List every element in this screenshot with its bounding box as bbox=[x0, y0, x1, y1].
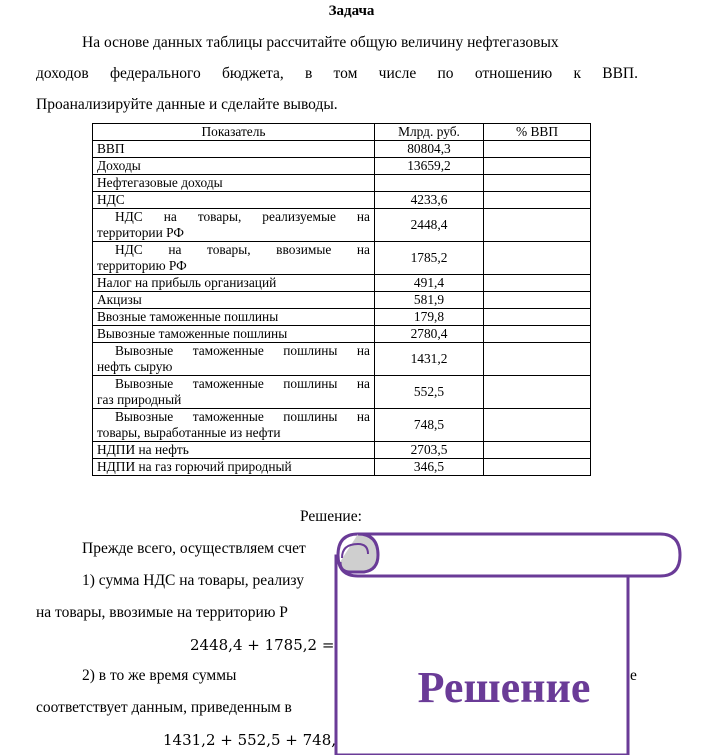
table-row bbox=[93, 275, 591, 292]
solution-line-1: Прежде всего, осуществляем счет bbox=[82, 540, 306, 557]
row-indicator-line-2: газ природный bbox=[97, 392, 182, 407]
table-row bbox=[93, 292, 591, 309]
row-percent bbox=[484, 158, 591, 175]
row-indicator-line-2: территорию РФ bbox=[97, 258, 187, 273]
table-row bbox=[93, 343, 591, 376]
formula-2: 1431,2 + 552,5 + 748, bbox=[163, 731, 337, 749]
row-value: 1785,2 bbox=[375, 242, 484, 275]
row-indicator: Акцизы bbox=[93, 292, 375, 309]
task-title: Задача bbox=[328, 3, 375, 19]
row-percent bbox=[484, 409, 591, 442]
row-indicator: НДПИ на газ горючий природный bbox=[93, 459, 375, 476]
row-indicator-line-1: НДС на товары, ввозимые на bbox=[115, 242, 370, 257]
row-value bbox=[375, 175, 484, 192]
solution-line-3: на товары, ввозимые на территорию Р bbox=[36, 604, 288, 621]
row-percent bbox=[484, 326, 591, 343]
row-percent bbox=[484, 209, 591, 242]
row-percent bbox=[484, 459, 591, 476]
scroll-shape bbox=[330, 528, 703, 755]
row-value: 2703,5 bbox=[375, 442, 484, 459]
task-description bbox=[36, 27, 638, 120]
row-indicator bbox=[93, 376, 375, 409]
row-value: 552,5 bbox=[375, 376, 484, 409]
row-indicator: Нефтегазовые доходы bbox=[93, 175, 375, 192]
row-percent bbox=[484, 192, 591, 209]
table-row bbox=[93, 409, 591, 442]
column-header-value: Млрд. руб. bbox=[375, 124, 484, 141]
row-value: 346,5 bbox=[375, 459, 484, 476]
table-row bbox=[93, 442, 591, 459]
row-value: 4233,6 bbox=[375, 192, 484, 209]
row-indicator-line-1: НДС на товары, реализуемые на bbox=[115, 209, 370, 224]
row-indicator-line-1: Вывозные таможенные пошлины на bbox=[115, 376, 370, 391]
table-header-row bbox=[93, 124, 591, 141]
table-row bbox=[93, 141, 591, 158]
row-percent bbox=[484, 309, 591, 326]
intro-line-3: Проанализируйте данные и сделайте выводы. bbox=[36, 96, 338, 113]
row-indicator bbox=[93, 209, 375, 242]
row-indicator-line-2: территории РФ bbox=[97, 225, 184, 240]
table-row bbox=[93, 459, 591, 476]
table-row bbox=[93, 309, 591, 326]
row-value: 748,5 bbox=[375, 409, 484, 442]
row-indicator-line-1: Вывозные таможенные пошлины на bbox=[115, 409, 370, 424]
row-indicator bbox=[93, 409, 375, 442]
row-percent bbox=[484, 292, 591, 309]
row-value: 179,8 bbox=[375, 309, 484, 326]
formula-1: 2448,4 + 1785,2 = bbox=[190, 636, 335, 654]
row-percent bbox=[484, 242, 591, 275]
table-row bbox=[93, 192, 591, 209]
table-row bbox=[93, 175, 591, 192]
column-header-indicator: Показатель bbox=[93, 124, 375, 141]
row-percent bbox=[484, 376, 591, 409]
solution-scroll-overlay bbox=[330, 528, 703, 755]
row-indicator: Доходы bbox=[93, 158, 375, 175]
solution-line-5: соответствует данным, приведенным в bbox=[36, 699, 292, 716]
row-indicator: Налог на прибыль организаций bbox=[93, 275, 375, 292]
table-row bbox=[93, 326, 591, 343]
row-indicator: НДПИ на нефть bbox=[93, 442, 375, 459]
solution-line-4: 2) в то же время суммы bbox=[82, 667, 237, 684]
row-percent bbox=[484, 175, 591, 192]
row-indicator-line-2: товары, выработанные из нефти bbox=[97, 425, 281, 440]
solution-line-2: 1) сумма НДС на товары, реализу bbox=[82, 572, 304, 589]
row-indicator: ВВП bbox=[93, 141, 375, 158]
solution-heading: Решение: bbox=[300, 508, 362, 525]
table-row bbox=[93, 376, 591, 409]
table-row bbox=[93, 158, 591, 175]
row-value: 1431,2 bbox=[375, 343, 484, 376]
table-row bbox=[93, 242, 591, 275]
row-indicator bbox=[93, 242, 375, 275]
scroll-label: Решение bbox=[417, 663, 591, 712]
intro-line-1: На основе данных таблицы рассчитайте общую величину нефтегазовых bbox=[82, 34, 559, 51]
intro-line-2: доходов федерального бюджета, в том числе по отношению к ВВП. bbox=[36, 65, 638, 82]
solution-line-4-end: е bbox=[630, 667, 637, 684]
row-indicator: Ввозные таможенные пошлины bbox=[93, 309, 375, 326]
row-indicator-line-1: Вывозные таможенные пошлины на bbox=[115, 343, 370, 358]
row-indicator bbox=[93, 343, 375, 376]
row-percent bbox=[484, 141, 591, 158]
row-indicator: НДС bbox=[93, 192, 375, 209]
row-percent bbox=[484, 275, 591, 292]
table-row bbox=[93, 209, 591, 242]
row-value: 80804,3 bbox=[375, 141, 484, 158]
row-value: 2448,4 bbox=[375, 209, 484, 242]
data-table bbox=[92, 123, 591, 476]
row-percent bbox=[484, 343, 591, 376]
row-percent bbox=[484, 442, 591, 459]
column-header-percent: % ВВП bbox=[484, 124, 591, 141]
row-value: 13659,2 bbox=[375, 158, 484, 175]
row-value: 2780,4 bbox=[375, 326, 484, 343]
row-value: 581,9 bbox=[375, 292, 484, 309]
row-indicator: Вывозные таможенные пошлины bbox=[93, 326, 375, 343]
row-value: 491,4 bbox=[375, 275, 484, 292]
row-indicator-line-2: нефть сырую bbox=[97, 359, 173, 374]
